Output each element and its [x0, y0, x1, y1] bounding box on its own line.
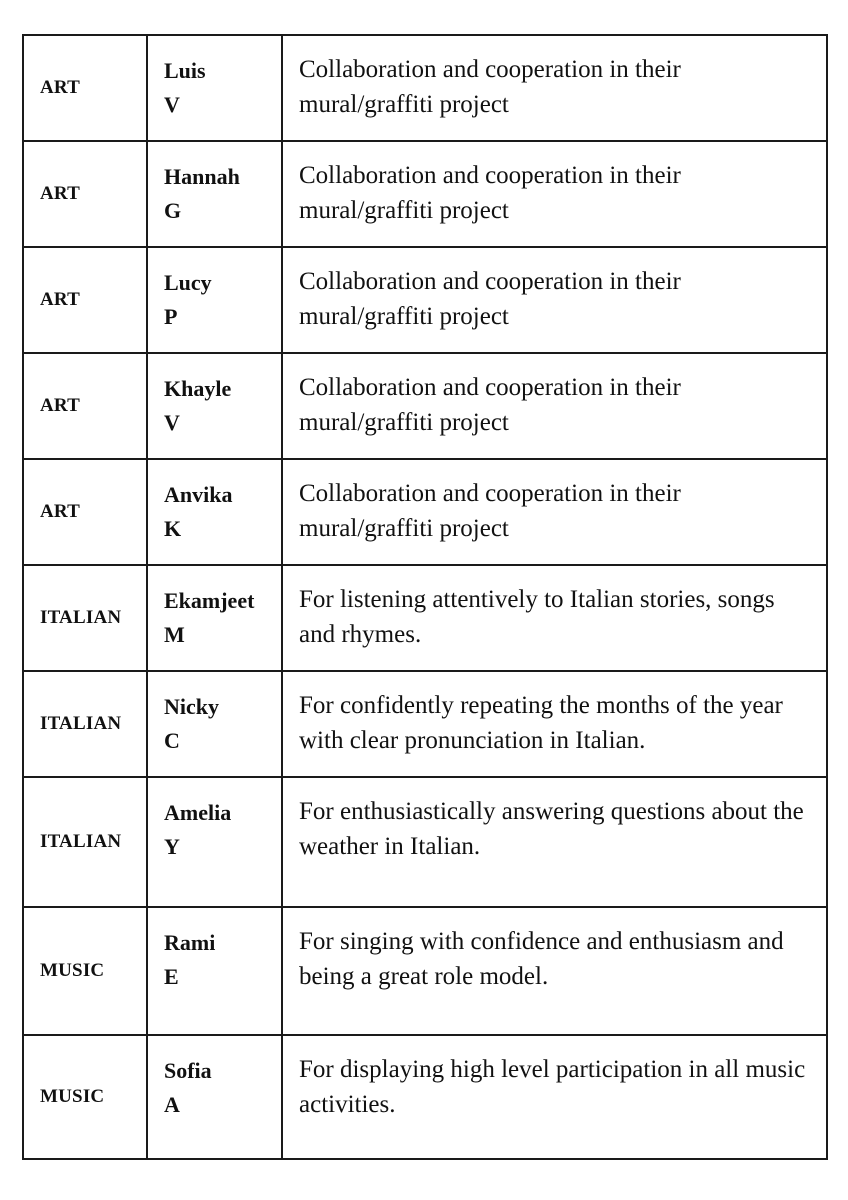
student-last-initial: V [164, 92, 180, 117]
award-reason-cell: For enthusiastically answering questions about the weather in Italian. [282, 777, 827, 907]
table-row [23, 141, 827, 247]
award-reason-cell: For singing with confidence and enthusiasm and being a great role model. [282, 907, 827, 1035]
subject-cell: MUSIC [23, 907, 147, 1035]
student-name-cell [147, 907, 282, 1035]
award-reason-cell: For listening attentively to Italian stories, songs and rhymes. [282, 565, 827, 671]
student-last-initial: M [164, 622, 185, 647]
table-row [23, 565, 827, 671]
student-first-name: Khayle [164, 376, 232, 401]
student-last-initial: V [164, 410, 180, 435]
subject-cell: ART [23, 35, 147, 141]
award-reason-cell: Collaboration and cooperation in their mural/graffiti project [282, 353, 827, 459]
table-row [23, 1035, 827, 1159]
subject-cell: ART [23, 353, 147, 459]
student-name-cell [147, 459, 282, 565]
table-row [23, 459, 827, 565]
student-first-name: Sofia [164, 1058, 212, 1083]
award-reason-cell: For displaying high level participation in all music activities. [282, 1035, 827, 1159]
student-first-name: Ekamjeet [164, 588, 255, 613]
award-reason-cell: Collaboration and cooperation in their mural/graffiti project [282, 459, 827, 565]
table-row [23, 247, 827, 353]
student-name-cell [147, 565, 282, 671]
subject-cell: ITALIAN [23, 565, 147, 671]
table-row [23, 907, 827, 1035]
student-last-initial: Y [164, 834, 180, 859]
student-first-name: Nicky [164, 694, 219, 719]
student-name-cell [147, 777, 282, 907]
award-reason-cell: Collaboration and cooperation in their mural/graffiti project [282, 141, 827, 247]
student-last-initial: A [164, 1092, 180, 1117]
table-row [23, 35, 827, 141]
awards-table [22, 34, 828, 1160]
student-first-name: Amelia [164, 800, 232, 825]
student-first-name: Rami [164, 930, 216, 955]
student-last-initial: K [164, 516, 182, 541]
student-last-initial: E [164, 964, 179, 989]
student-name-cell [147, 35, 282, 141]
student-name-cell [147, 671, 282, 777]
student-name-cell [147, 141, 282, 247]
table-row [23, 777, 827, 907]
subject-cell: ART [23, 459, 147, 565]
student-name-cell [147, 1035, 282, 1159]
student-last-initial: C [164, 728, 180, 753]
subject-cell: ART [23, 141, 147, 247]
award-reason-cell: Collaboration and cooperation in their mural/graffiti project [282, 247, 827, 353]
award-reason-cell: Collaboration and cooperation in their mural/graffiti project [282, 35, 827, 141]
subject-cell: MUSIC [23, 1035, 147, 1159]
award-reason-cell: For confidently repeating the months of the year with clear pronunciation in Italian. [282, 671, 827, 777]
subject-cell: ITALIAN [23, 777, 147, 907]
student-first-name: Lucy [164, 270, 212, 295]
student-first-name: Hannah [164, 164, 240, 189]
student-first-name: Anvika [164, 482, 233, 507]
student-name-cell [147, 247, 282, 353]
table-row [23, 353, 827, 459]
student-last-initial: P [164, 304, 178, 329]
table-row [23, 671, 827, 777]
student-name-cell [147, 353, 282, 459]
subject-cell: ITALIAN [23, 671, 147, 777]
student-first-name: Luis [164, 58, 206, 83]
subject-cell: ART [23, 247, 147, 353]
student-last-initial: G [164, 198, 182, 223]
